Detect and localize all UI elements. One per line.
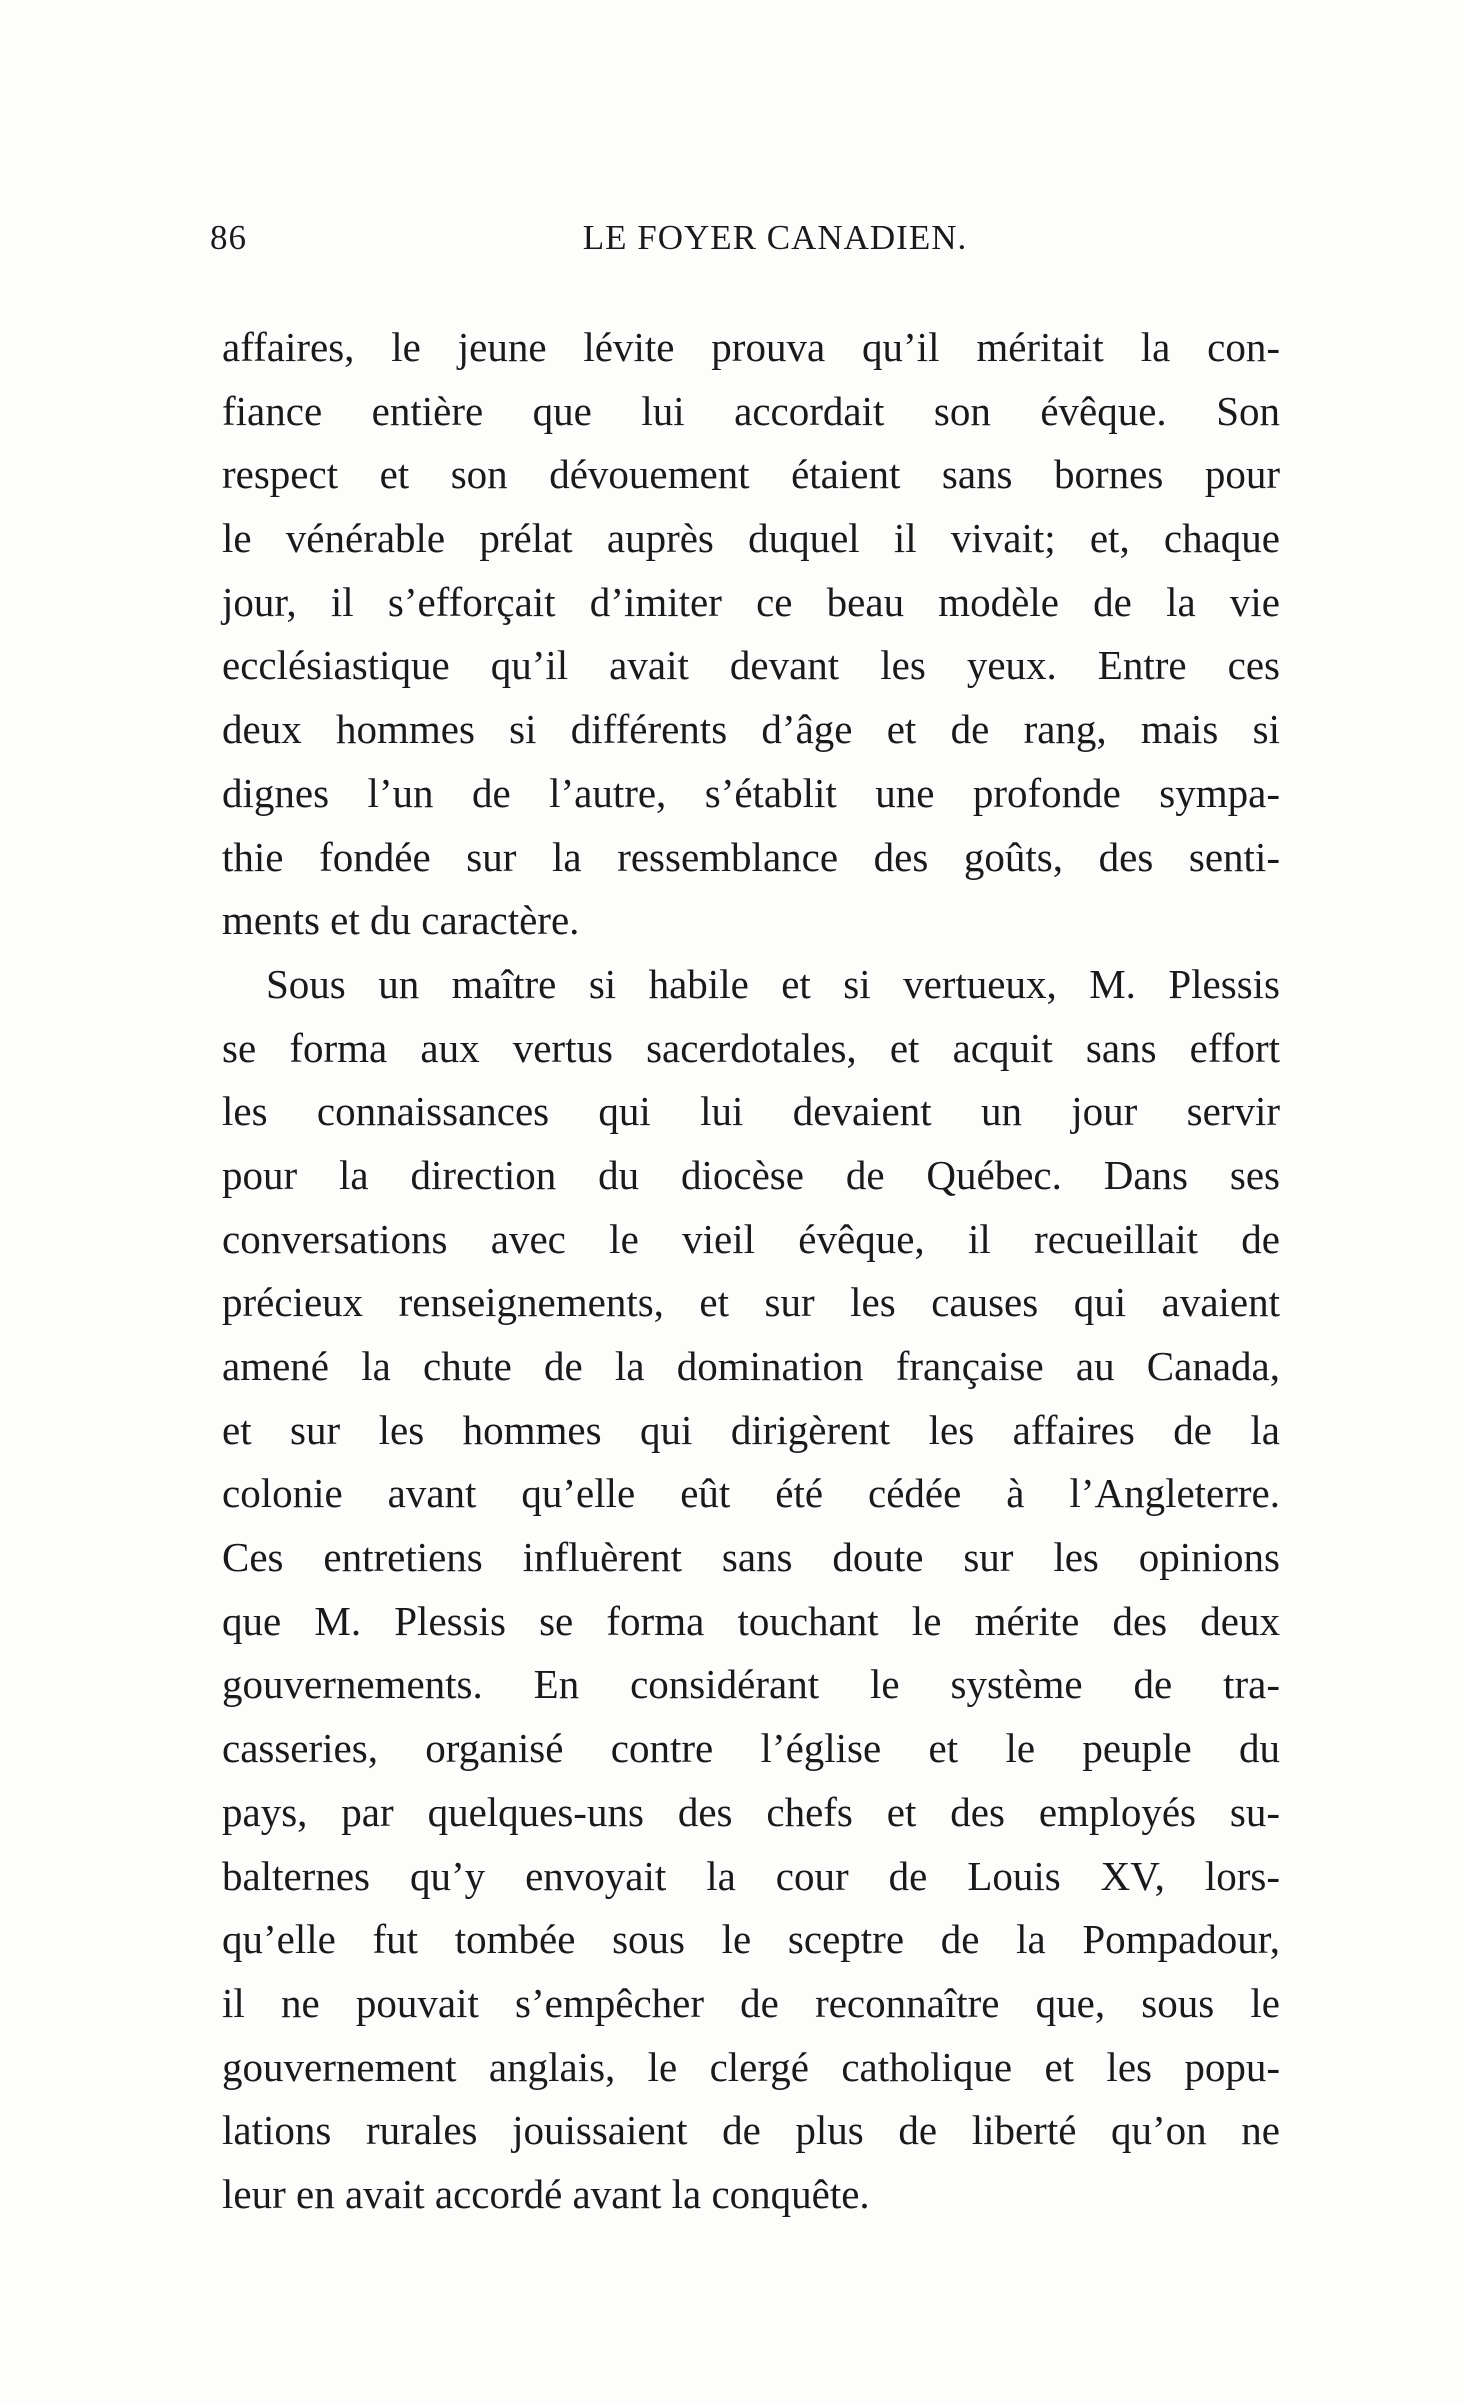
running-title: LE FOYER CANADIEN. [582,218,968,257]
text-line: affaires, le jeune lévite prouva qu’il méritait la con- [222,324,1280,370]
paragraph-end-line: ments et du caractère. [222,897,580,944]
text-line: jour, il s’efforçait d’imiter ce beau modèle de la vie [222,578,1280,625]
text-line: se forma aux vertus sacerdotales, et acquit sans effort [222,1024,1280,1071]
running-head [210,218,1280,268]
text-line: le vénérable prélat auprès duquel il vivait; et, chaque [222,515,1280,562]
text-line: colonie avant qu’elle eût été cédée à l’Angleterre. [222,1470,1280,1517]
text-line: les connaissances qui lui devaient un jour servir [222,1088,1280,1135]
text-line: gouvernement anglais, le clergé catholique et les popu- [222,2043,1280,2090]
text-line: gouvernements. En considérant le système de tra- [222,1661,1280,1708]
paragraph-start-line: Sous un maître si habile et si vertueux, M. Plessis [266,960,1280,1007]
text-line: pour la direction du diocèse de Québec. Dans ses [222,1151,1280,1198]
text-line: il ne pouvait s’empêcher de reconnaître que, sous le [222,1979,1280,2026]
page-number: 86 [210,218,247,257]
text-line: respect et son dévouement étaient sans bornes pour [222,451,1280,498]
text-line: et sur les hommes qui dirigèrent les affaires de la [222,1406,1280,1453]
text-line: balternes qu’y envoyait la cour de Louis XV, lors- [222,1852,1280,1899]
text-line: fiance entière que lui accordait son évêque. Son [222,387,1280,434]
text-line: Ces entretiens influèrent sans doute sur les opinions [222,1534,1280,1581]
text-line: thie fondée sur la ressemblance des goûts, des senti- [222,833,1280,880]
text-line: dignes l’un de l’autre, s’établit une profonde sympa- [222,769,1280,816]
text-line: qu’elle fut tombée sous le sceptre de la Pompadour, [222,1916,1280,1963]
text-line: casseries, organisé contre l’église et le peuple du [222,1725,1280,1772]
text-line: ecclésiastique qu’il avait devant les yeux. Entre ces [222,642,1280,689]
text-line: précieux renseignements, et sur les causes qui avaient [222,1279,1280,1326]
text-line: lations rurales jouissaient de plus de liberté qu’on ne [222,2107,1280,2154]
text-line: que M. Plessis se forma touchant le mérite des deux [222,1597,1280,1644]
text-line: deux hommes si différents d’âge et de rang, mais si [222,706,1280,753]
text-line: pays, par quelques-uns des chefs et des employés su- [222,1788,1280,1835]
text-line: conversations avec le vieil évêque, il recueillait de [222,1215,1280,1262]
body-text [222,316,1280,2227]
paragraph-end-line: leur en avait accordé avant la conquête. [222,2170,870,2217]
text-line: amené la chute de la domination française au Canada, [222,1343,1280,1389]
